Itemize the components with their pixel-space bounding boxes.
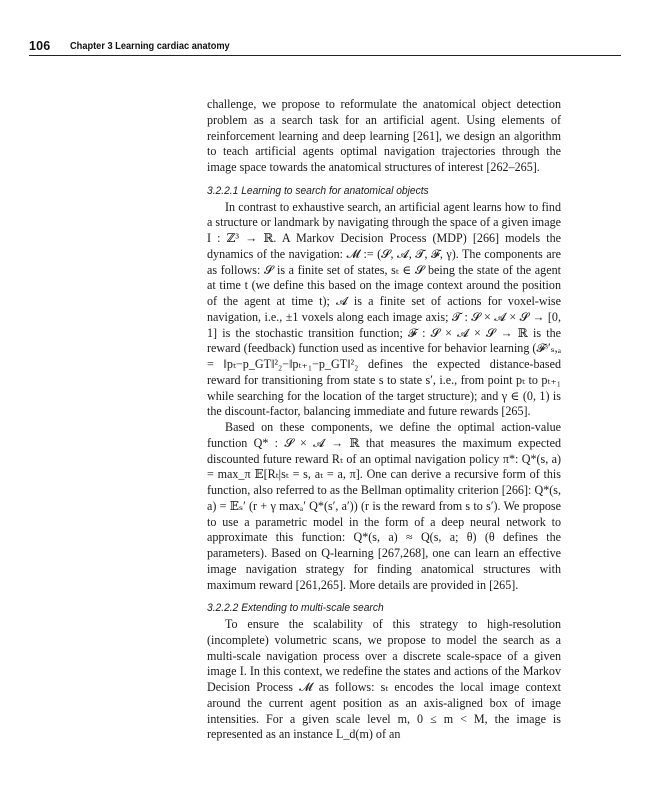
- running-head: [29, 39, 619, 53]
- paragraph-mdp-definition: In contrast to exhaustive search, an artificial agent learns how to find a structure or landmark by navigating through the space of a given image I : ℤ³ → ℝ. A Markov Decision Process (MDP) [266] models the dynamics of the navigation: 𝓜 := (𝓢, 𝓐, 𝓣, 𝓕, γ). The components are as follows: 𝓢 is a finite set of states, sₜ ∈ 𝓢 being the state of the agent at time t (we define this based on the image context around the position of the agent at time t); 𝓐 is a finite set of actions for voxel-wise navigation, i.e., ±1 voxels along each image axis; 𝓣 : 𝓢 × 𝓐 × 𝓢 → [0, 1] is the stochastic transition function; 𝓕 : 𝓢 × 𝓐 × 𝓢 → ℝ is the reward (feedback) function used as incentive for behavior learning (𝓕ˢ′ₛ,ₐ = ‖pₜ−p_GT‖²₂−‖pₜ₊₁−p_GT‖²₂ defines the expected distance-based reward for transitioning from state s to state s′, i.e., from point pₜ to pₜ₊₁ while searching for the location of the target structure); and γ ∈ (0, 1) is the discount-factor, balancing immediate and future rewards [265].: [207, 199, 561, 419]
- paragraph-intro: challenge, we propose to reformulate the anatomical object detection problem as a search task for an artificial agent. Using elements of reinforcement learning and deep learning [261], we design an algorithm to teach artificial agents optimal navigation trajectories through the image space towards the anatomical structures of interest [262–265].: [207, 97, 561, 174]
- paragraph-multi-scale: To ensure the scalability of this strategy to high-resolution (incomplete) volumetric scans, we propose to model the search as a multi-scale navigation process over a discrete scale-space of a given image I. In this context, we redefine the states and actions of the Markov Decision Process 𝓜 as follows: sₜ encodes the local image context around the current agent position as an axis-aligned box of image intensities. For a given scale level m, 0 ≤ m < M, the image is represented as an instance L_d(m) of an: [207, 617, 561, 742]
- body-text: [207, 97, 561, 743]
- header-rule: [29, 55, 621, 56]
- section-heading-3-2-2-1: 3.2.2.1 Learning to search for anatomical objects: [207, 184, 429, 197]
- page-number: 106: [29, 39, 51, 53]
- chapter-title: Chapter 3 Learning cardiac anatomy: [70, 40, 230, 52]
- paragraph-q-function: Based on these components, we define the optimal action-value function Q* : 𝓢 × 𝓐 → ℝ that measures the maximum expected discounted future reward Rₜ of an optimal navigation policy π*: Q*(s, a) = max_π 𝔼[Rₜ|sₜ = s, aₜ = a, π]. One can derive a recursive form of this function, also referred to as the Bellman optimality criterion [266]: Q*(s, a) = 𝔼ₛ′ (r + γ maxₐ′ Q*(s′, a′)) (r is the reward from s to s′). We propose to use a parametric model in the form of a deep neural network to approximate this function: Q*(s, a) ≈ Q(s, a; θ) (θ defines the parameters). Based on Q-learning [267,268], one can learn an effective image navigation strategy for finding anatomical structures with maximum reward [261,265]. More details are provided in [265].: [207, 420, 561, 592]
- section-heading-3-2-2-2: 3.2.2.2 Extending to multi-scale search: [207, 602, 384, 615]
